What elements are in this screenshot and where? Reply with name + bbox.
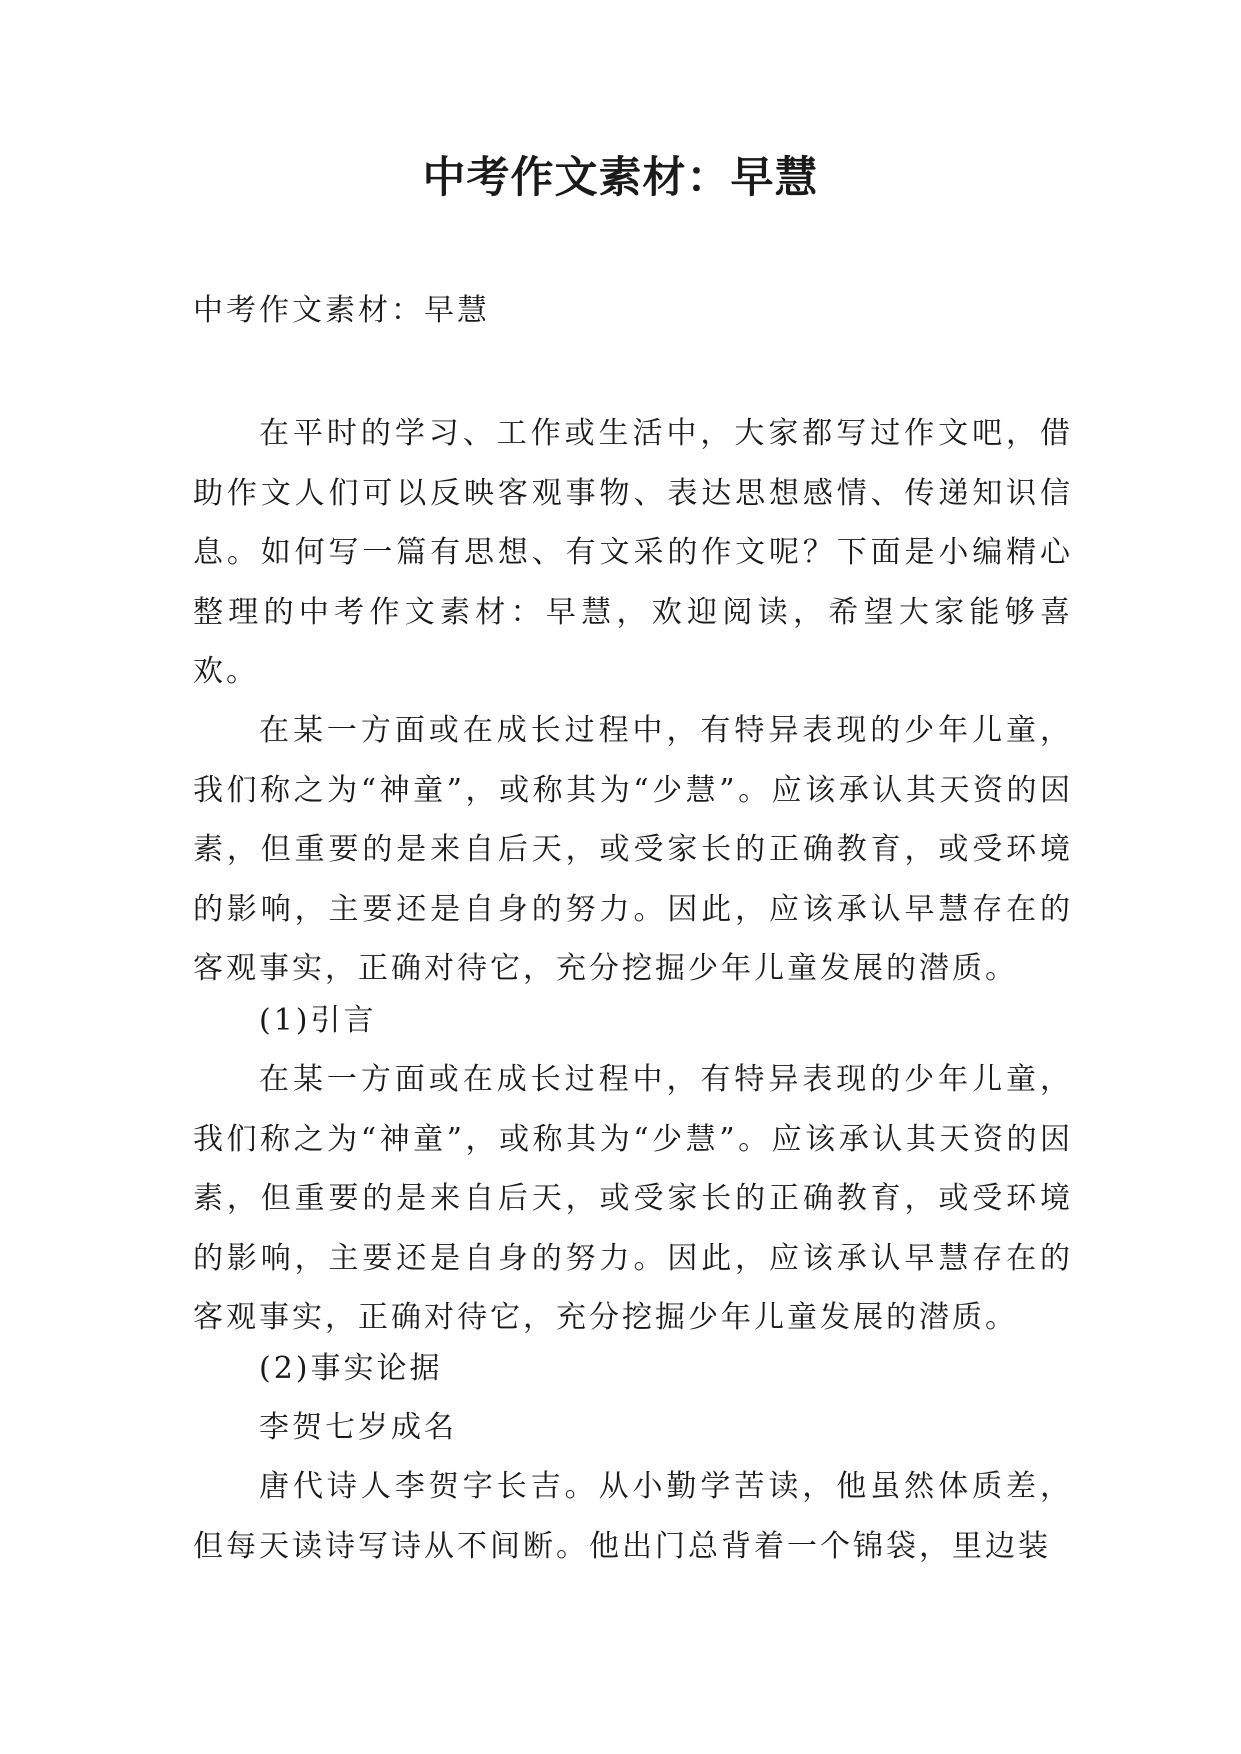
example-heading-lihe: 李贺七岁成名 [259,1410,457,1445]
document-subtitle: 中考作文素材：早慧 [193,293,490,328]
document-title: 中考作文素材：早慧 [422,153,819,203]
section-heading-intro: (1)引言 [259,1003,377,1038]
intro-paragraph: 在平时的学习、工作或生活中，大家都写过作文吧，借助作文人们可以反映客观事物、表达思想感情、传递知识信息。如何写一篇有思想、有文采的作文呢？下面是小编精心整理的中考作文素材：早慧，欢迎阅读，希望大家能够喜欢。 [193,416,1073,689]
summary-paragraph: 在某一方面或在成长过程中，有特异表现的少年儿童，我们称之为“神童”，或称其为“少慧”。应该承认其天资的因素，但重要的是来自后天，或受家长的正确教育，或受环境的影响，主要还是自身的努力。因此，应该承认早慧存在的客观事实，正确对待它，充分挖掘少年儿童发展的潜质。 [193,713,1073,986]
section-heading-facts: (2)事实论据 [259,1351,443,1386]
lihe-paragraph: 唐代诗人李贺字长吉。从小勤学苦读，他虽然体质差，但每天读诗写诗从不间断。他出门总背着一个锦袋，里边装 [193,1469,1073,1564]
intro-body-paragraph: 在某一方面或在成长过程中，有特异表现的少年儿童，我们称之为“神童”，或称其为“少慧”。应该承认其天资的因素，但重要的是来自后天，或受家长的正确教育，或受环境的影响，主要还是自身的努力。因此，应该承认早慧存在的客观事实，正确对待它，充分挖掘少年儿童发展的潜质。 [193,1062,1073,1335]
